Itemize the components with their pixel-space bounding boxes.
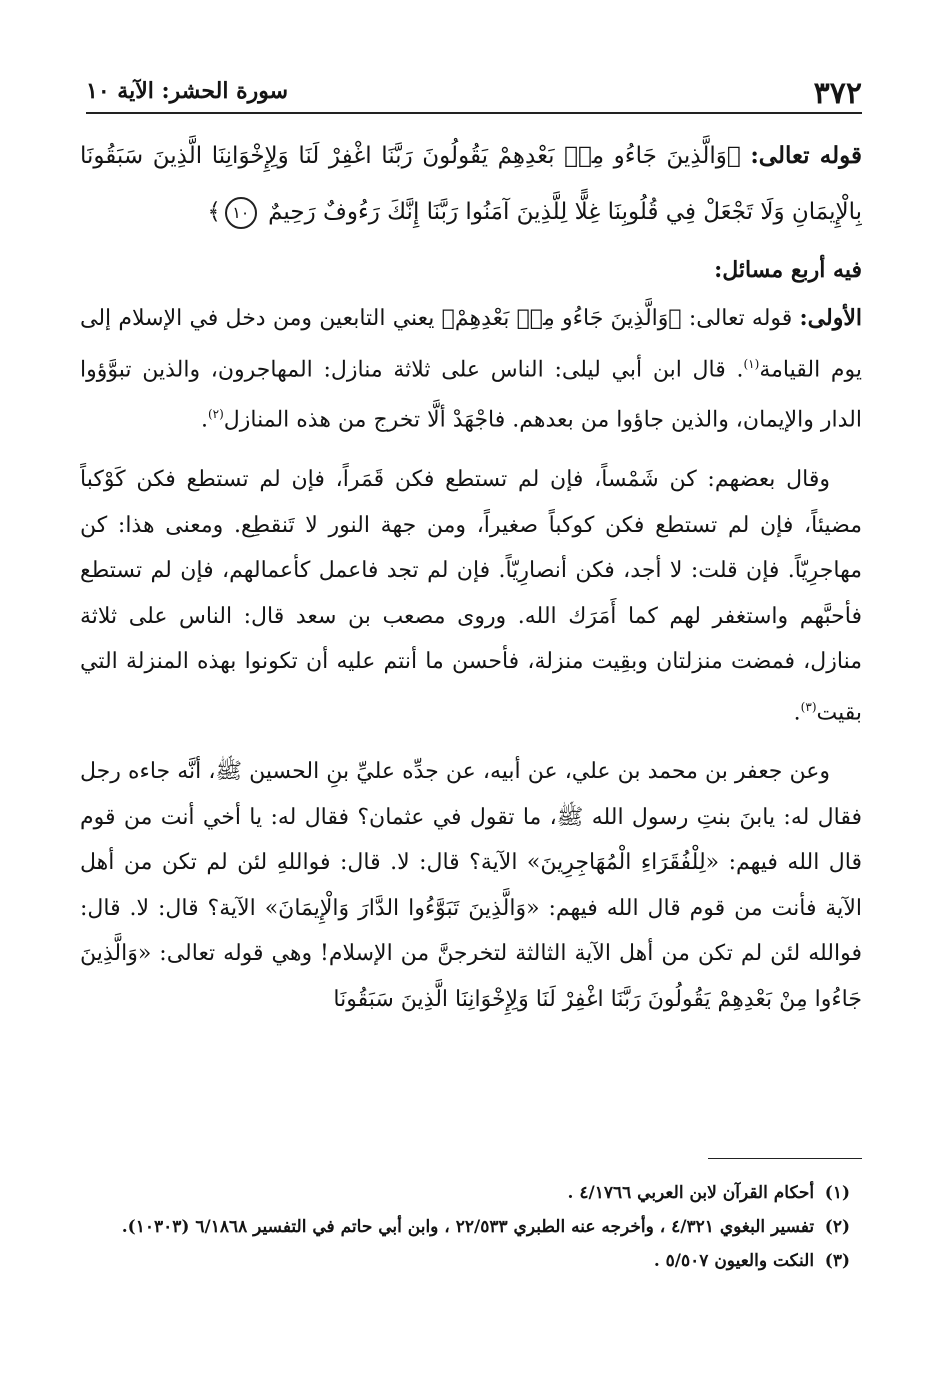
page-number: ٣٧٢ [813, 76, 862, 111]
main-text [80, 128, 862, 1138]
footnote-2 [80, 1210, 850, 1244]
ayah-number-medallion: ١٠ [225, 197, 257, 229]
quran-verse: ﴿وَالَّذِينَ جَاءُو مِنۢ بَعْدِهِمْ يَقُولُونَ رَبَّنَا اغْفِرْ لَنَا وَلِإِخْوَانِنَا الَّذِينَ سَبَقُونَا بِالْإِيمَانِ وَلَا تَجْعَلْ فِي قُلُوبِنَا غِلًّا لِلَّذِينَ آمَنُوا رَبَّنَا إِنَّكَ رَءُوفٌ رَحِيمٌ [80, 143, 862, 225]
issue-one-label: الأولى: [799, 305, 862, 331]
footnote-ref-2: (٢) [207, 407, 224, 422]
issue-one-text-b: . قال ابن أبي ليلى: الناس على ثلاثة منازل: المهاجرون، والذين تبوَّؤوا الدار والإيمان، والذين جاؤوا من بعدهم. فاجْهَدْ ألَّا تخرج من هذه المنازل [80, 356, 862, 433]
running-header [86, 70, 862, 114]
paragraph-three [80, 749, 862, 1022]
footnote-number: (٢) [824, 1217, 850, 1237]
issue-one-text-c: . [200, 407, 208, 433]
footnote-ref-3: (٣) [800, 699, 817, 714]
footnote-text: أحكام القرآن لابن العربي ٤/١٧٦٦ . [567, 1183, 815, 1203]
paragraph-two [80, 457, 862, 735]
footnote-3 [80, 1244, 850, 1278]
footnote-text: تفسير البغوي ٤/٣٢١ ، وأخرجه عنه الطبري ٢٢/٥٣٣ ، وابن أبي حاتم في التفسير ٦/١٨٦٨ (١٠٣٠٣). [121, 1217, 815, 1237]
section-heading: فيه أربع مسائل: [714, 257, 862, 283]
footnote-number: (١) [824, 1183, 850, 1203]
issue-one-text-a: قوله تعالى: ﴿وَالَّذِينَ جَاءُو مِنۢ بَعْدِهِمْ﴾ يعني التابعين ومن دخل في الإسلام إلى يوم القيامة [80, 306, 862, 382]
paragraph-three-text: وعن جعفر بن محمد بن علي، عن أبيه، عن جدِّه عليِّ بنِ الحسين ﷺ، أنَّه جاءه رجل فقال له: يابنَ بنتِ رسول الله ﷺ، ما تقول في عثمان؟ فقال له: يا أخي أنت من قوم قال الله فيهم: «لِلْفُقَرَاءِ الْمُهَاجِرِينَ» الآية؟ قال: لا. قال: فواللهِ لئن لم تكن من أهل الآية فأنت من قوم قال الله فيهم: «وَالَّذِينَ تَبَوَّءُوا الدَّارَ وَالْإِيمَانَ» الآية؟ قال: لا. قال: فوالله لئن لم تكن من أهل الآية الثالثة لتخرجنَّ من الإسلام! وهي قوله تعالى: «وَالَّذِينَ جَاءُوا مِنْ بَعْدِهِمْ يَقُولُونَ رَبَّنَا اغْفِرْ لَنَا وَلِإِخْوَانِنَا الَّذِينَ سَبَقُونَا [80, 759, 862, 1012]
verse-block [80, 128, 862, 240]
paragraph-two-text: وقال بعضهم: كن شَمْساً، فإن لم تستطع فكن قَمَراً، فإن لم تستطع فكن كَوْكباً مضيئاً، فإن لم تستطع فكن كوكباً صغيراً، ومن جهة النور لا تَنقطِع. ومعنى هذا: كن مهاجرِيّاً. فإن قلت: لا أجد، فكن أنصارِيّاً. فإن لم تجد فاعمل كأعمالهم، فإن لم تستطع فأحبَّهم واستغفر لهم كما أَمَرَك الله. وروى مصعب بن سعد قال: الناس على ثلاثة منازل، فمضت منزلتان وبقِيت منزلة، فأحسن ما أنتم عليه أن تكونوا بهذه المنزلة التي بقيت [80, 467, 862, 725]
footnote-1 [80, 1176, 850, 1210]
footnote-ref-1: (١) [743, 356, 760, 371]
footnotes [80, 1176, 850, 1278]
verse-close-bracket: ﴾ [207, 199, 221, 225]
footnote-text: النكت والعيون ٥/٥٠٧ . [653, 1251, 815, 1271]
footnote-number: (٣) [824, 1251, 850, 1271]
verse-lead: قوله تعالى: [750, 142, 862, 169]
footnote-divider [708, 1158, 862, 1159]
paragraph-two-tail: . [793, 699, 801, 725]
issue-one-paragraph [80, 296, 862, 443]
running-title: سورة الحشر: الآية ١٠ [86, 78, 289, 104]
